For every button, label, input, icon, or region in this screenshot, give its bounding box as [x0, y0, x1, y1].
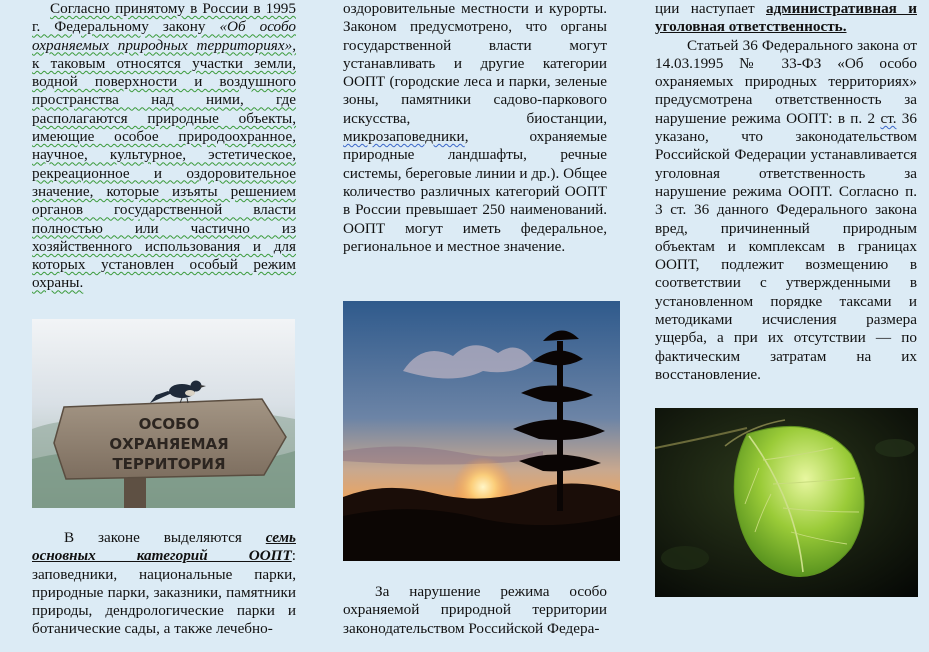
sign-text-line-1: ОСОБО — [138, 415, 200, 433]
liability-paragraph: ции наступает административная и уголовная ответственность. — [655, 0, 917, 36]
liability-emphasis: административная и уголовная ответственность. — [655, 0, 917, 36]
categories-paragraph: В законе выделяются семь основных категорий ООПТ: заповедники, национальные парки, природные парки, заказники, памятники природы, дендрологические парки и ботанические сады, а также лечебно- — [32, 529, 296, 638]
violation-paragraph: За нарушение режима особо охраняемой природной территории законодательством Российской Федера- — [343, 583, 607, 637]
flagged-abbreviation: ст. — [880, 109, 897, 127]
intro-text: Согласно принятому в России в 1995 г. Федеральному закону «Об особо охраняемых природных территориях», к таковым относятся участки земли, водной поверхности и воздушного пространства над ними, где располагаются природные объекты, имеющие особое природоохранное, научное, культурное, эстетическое, рекреационное и оздоровительное значение, которые изъяты решением органов государственной власти полностью или частично из хозяйственного использования и для которых установлен особый режим охраны. — [32, 0, 296, 292]
sign-photo-graphic — [32, 319, 295, 508]
sunset-forest-photo — [343, 301, 620, 561]
law-title: «Об особо охраняемых природных территориях» — [32, 18, 296, 54]
green-leaf-photo — [655, 408, 918, 597]
sign-text-line-2: ОХРАНЯЕМАЯ — [109, 435, 229, 453]
categories-paragraph-block — [32, 529, 296, 639]
protected-territory-sign-photo — [32, 319, 295, 508]
categories-emphasis: семь основных категорий ООПТ — [32, 529, 296, 565]
column-left — [32, 0, 296, 293]
article-36-paragraph: Статьей 36 Федерального закона от 14.03.1995 № 33-ФЗ «Об особо охраняемых природных территориях» предусмотрена ответственность за нарушение режима ООПТ: в п. 2 ст. 36 указано, что законодательством Российской Федерации устанавливается уголовная ответственность за нарушение режима ООПТ. Согласно п. 3 ст. 36 данного Федерального закона вред, причиненный природным объектам и комплексам в границах ООПТ, подлежит возмещению в соответствии с утвержденными в установленном порядке таксами и методиками исчисления размера ущерба, а при их отсутствии — по фактическим затратам на их восстановление. — [655, 36, 917, 383]
violation-paragraph-block — [343, 583, 607, 638]
column-right — [655, 0, 917, 384]
leaf-photo-graphic — [655, 408, 918, 597]
intro-paragraph — [32, 0, 296, 293]
sunset-photo-graphic — [343, 301, 620, 561]
categories-continued-paragraph: оздоровительные местности и курорты. Законом предусмотрено, что органы государственной власти могут устанавливать и другие категории ООПТ (городские леса и парки, зеленые зоны, памятники садово-паркового искусства, биостанции, микрозаповедники, охраняемые природные ландшафты, речные системы, береговые линии и др.). Общее количество различных категорий ООПТ в России превышает 250 наименований. ООПТ могут иметь федеральное, региональное и местное значение. — [343, 0, 607, 255]
sign-text-line-3: ТЕРРИТОРИЯ — [112, 455, 226, 473]
flagged-word: микрозаповедники — [343, 128, 465, 146]
column-middle — [343, 0, 607, 256]
